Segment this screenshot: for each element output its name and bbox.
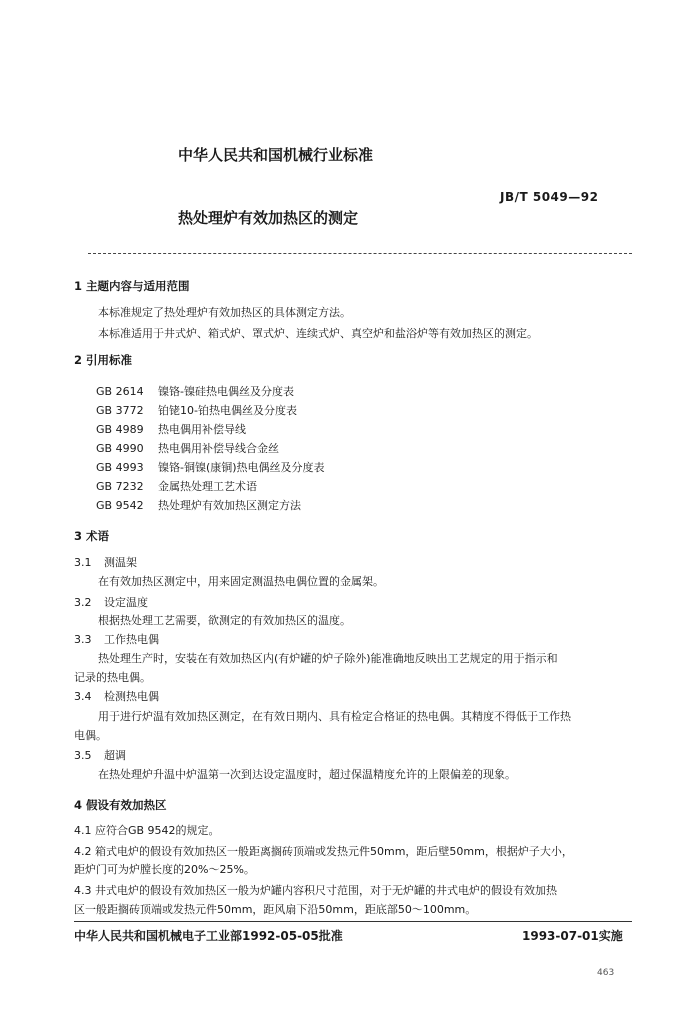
term-3-3-number: 3.3 bbox=[74, 633, 92, 646]
header-rule bbox=[88, 253, 632, 254]
reference-code: GB 9542 bbox=[96, 499, 144, 512]
section-3-heading: 3 术语 bbox=[74, 529, 110, 543]
section-2-heading: 2 引用标准 bbox=[74, 353, 133, 367]
org-title: 中华人民共和国机械行业标准 bbox=[178, 146, 374, 164]
section-1-para-2: 本标准适用于井式炉、箱式炉、罩式炉、连续式炉、真空炉和盐浴炉等有效加热区的测定。 bbox=[98, 327, 538, 340]
clause-4-3: 4.3 井式电炉的假设有效加热区一般为炉罐内容积尺寸范围，对于无炉罐的井式电炉的假设有效加热 bbox=[74, 884, 557, 897]
document-title: 热处理炉有效加热区的测定 bbox=[178, 209, 359, 227]
term-3-1-number: 3.1 bbox=[74, 556, 92, 569]
standard-number: JB/T 5049—92 bbox=[500, 190, 599, 204]
reference-title: 热电偶用补偿导线 bbox=[158, 423, 246, 436]
effective-date: 1993-07-01实施 bbox=[522, 929, 623, 943]
reference-title: 镍铬-铜镍(康铜)热电偶丝及分度表 bbox=[158, 461, 325, 474]
approval-line: 中华人民共和国机械电子工业部1992-05-05批准 bbox=[74, 929, 343, 943]
clause-4-2-cont: 距炉门可为炉膛长度的20%～25%。 bbox=[74, 863, 255, 876]
term-3-3-definition: 热处理生产时，安装在有效加热区内(有炉罐的炉子除外)能准确地反映出工艺规定的用于指示和 bbox=[98, 652, 558, 665]
clause-4-1: 4.1 应符合GB 9542的规定。 bbox=[74, 824, 220, 837]
term-3-3-name: 工作热电偶 bbox=[104, 633, 159, 646]
reference-item bbox=[96, 499, 301, 513]
page-number: 463 bbox=[597, 968, 615, 978]
term-3-3-definition-cont: 记录的热电偶。 bbox=[74, 671, 151, 684]
term-3-1-definition: 在有效加热区测定中，用来固定测温热电偶位置的金属架。 bbox=[98, 575, 384, 588]
term-3-4-number: 3.4 bbox=[74, 690, 92, 703]
reference-title: 镍铬-镍硅热电偶丝及分度表 bbox=[158, 385, 294, 398]
reference-code: GB 2614 bbox=[96, 385, 144, 398]
term-3-4-definition: 用于进行炉温有效加热区测定，在有效日期内、具有检定合格证的热电偶。其精度不得低于工作热 bbox=[98, 710, 571, 723]
reference-item bbox=[96, 480, 257, 494]
reference-title: 金属热处理工艺术语 bbox=[158, 480, 257, 493]
reference-item bbox=[96, 442, 279, 456]
term-3-5-number: 3.5 bbox=[74, 749, 92, 762]
clause-4-2: 4.2 箱式电炉的假设有效加热区一般距离搁砖顶端或发热元件50mm，距后壁50mm，根据炉子大小， bbox=[74, 845, 573, 858]
reference-item bbox=[96, 404, 297, 418]
reference-code: GB 4993 bbox=[96, 461, 144, 474]
reference-item bbox=[96, 385, 294, 399]
reference-code: GB 4989 bbox=[96, 423, 144, 436]
reference-title: 铂铑10-铂热电偶丝及分度表 bbox=[158, 404, 297, 417]
footer-rule bbox=[74, 921, 632, 922]
term-3-4-definition-cont: 电偶。 bbox=[74, 729, 107, 742]
section-4-heading: 4 假设有效加热区 bbox=[74, 798, 167, 812]
section-1-para-1: 本标准规定了热处理炉有效加热区的具体测定方法。 bbox=[98, 306, 351, 319]
term-3-2-number: 3.2 bbox=[74, 596, 92, 609]
term-3-4-name: 检测热电偶 bbox=[104, 690, 159, 703]
term-3-2-name: 设定温度 bbox=[104, 596, 148, 609]
reference-item bbox=[96, 423, 246, 437]
section-1-heading: 1 主题内容与适用范围 bbox=[74, 279, 190, 293]
clause-4-3-cont: 区一般距搁砖顶端或发热元件50mm，距风扇下沿50mm，距底部50～100mm。 bbox=[74, 903, 477, 916]
term-3-5-definition: 在热处理炉升温中炉温第一次到达设定温度时，超过保温精度允许的上限偏差的现象。 bbox=[98, 768, 516, 781]
reference-code: GB 3772 bbox=[96, 404, 144, 417]
reference-title: 热电偶用补偿导线合金丝 bbox=[158, 442, 279, 455]
reference-code: GB 4990 bbox=[96, 442, 144, 455]
reference-code: GB 7232 bbox=[96, 480, 144, 493]
term-3-1-name: 测温架 bbox=[104, 556, 137, 569]
term-3-2-definition: 根据热处理工艺需要，欲测定的有效加热区的温度。 bbox=[98, 614, 351, 627]
term-3-5-name: 超调 bbox=[104, 749, 126, 762]
reference-title: 热处理炉有效加热区测定方法 bbox=[158, 499, 301, 512]
reference-item bbox=[96, 461, 325, 475]
